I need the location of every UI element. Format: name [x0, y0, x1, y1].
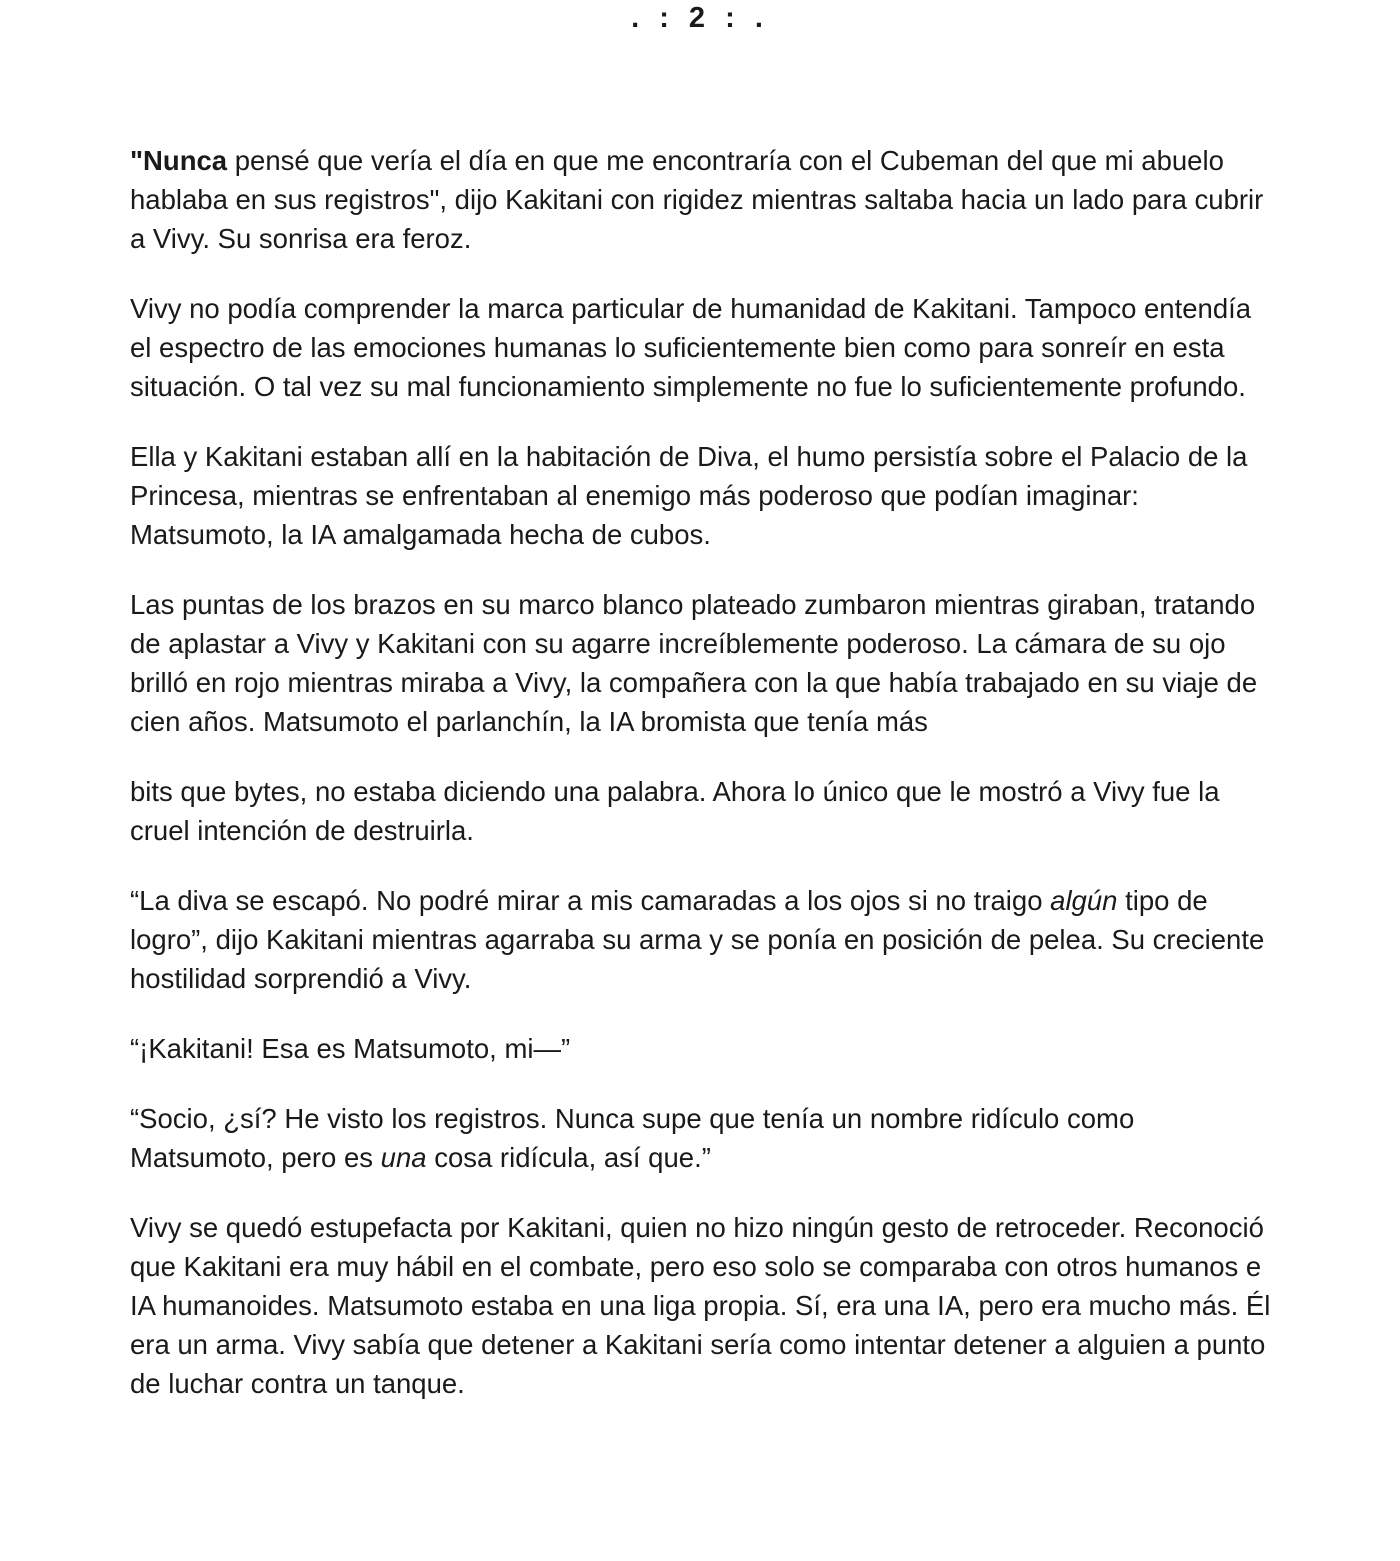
paragraph-1: [130, 141, 1280, 258]
paragraph-9: Vivy se quedó estupefacta por Kakitani, quien no hizo ningún gesto de retroceder. Reconoció que Kakitani era muy hábil en el combate, pero eso solo se comparaba con otros humanos e IA humanoides. Matsumoto estaba en una liga propia. Sí, era una IA, pero era mucho más. Él era un arma. Vivy sabía que detener a Kakitani sería como intentar detener a alguien a punto de luchar contra un tanque.: [130, 1212, 1271, 1399]
paragraph-6-italic: algún: [1050, 885, 1118, 916]
paragraph-8: [130, 1099, 1280, 1177]
paragraph-4: Las puntas de los brazos en su marco blanco plateado zumbaron mientras giraban, tratando de aplastar a Vivy y Kakitani con su agarre increíblemente poderoso. La cámara de su ojo brilló en rojo mientras miraba a Vivy, la compañera con la que había trabajado en su viaje de cien años. Matsumoto el parlanchín, la IA bromista que tenía más: [130, 589, 1258, 737]
paragraph-2: Vivy no podía comprender la marca particular de humanidad de Kakitani. Tampoco entendía el espectro de las emociones humanas lo suficientemente bien como para sonreír en esta situación. O tal vez su mal funcionamiento simplemente no fue lo suficientemente profundo.: [130, 293, 1252, 402]
paragraph-6: [130, 881, 1280, 998]
page-number-header: . : 2 : .: [631, 2, 769, 34]
paragraph-1-lead-word: "Nunca: [130, 145, 228, 176]
paragraph-8-italic: una: [380, 1142, 427, 1173]
paragraph-3: Ella y Kakitani estaban allí en la habitación de Diva, el humo persistía sobre el Palacio de la Princesa, mientras se enfrentaban al enemigo más poderoso que podían imaginar: Matsumoto, la IA amalgamada hecha de cubos.: [130, 441, 1248, 550]
paragraph-6-text-end: tipo de logro”, dijo Kakitani mientras agarraba su arma y se ponía en posición de pelea. Su creciente hostilidad sorprendió a Vivy.: [130, 885, 1265, 994]
document-body: [130, 141, 1280, 1434]
paragraph-8-text-end: cosa ridícula, así que.”: [426, 1142, 711, 1173]
paragraph-1-text: pensé que vería el día en que me encontraría con el Cubeman del que mi abuelo hablaba en sus registros", dijo Kakitani con rigidez mientras saltaba hacia un lado para cubrir a Vivy. Su sonrisa era feroz.: [130, 145, 1264, 254]
paragraph-7: “¡Kakitani! Esa es Matsumoto, mi—”: [130, 1033, 571, 1064]
paragraph-5: bits que bytes, no estaba diciendo una palabra. Ahora lo único que le mostró a Vivy fue la cruel intención de destruirla.: [130, 776, 1220, 846]
paragraph-6-text-start: “La diva se escapó. No podré mirar a mis camaradas a los ojos si no traigo: [130, 885, 1051, 916]
paragraph-8-text-start: “Socio, ¿sí? He visto los registros. Nunca supe que tenía un nombre ridículo como Matsumoto, pero es: [130, 1103, 1135, 1173]
